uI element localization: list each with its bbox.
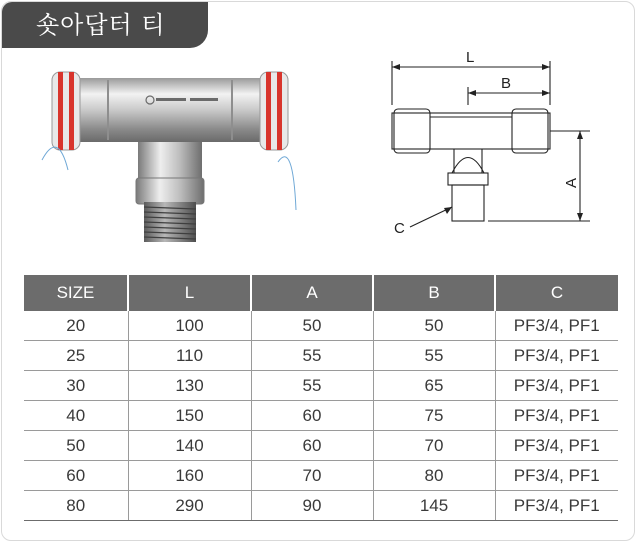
cell-l: 100 bbox=[128, 311, 251, 341]
cell-c: PF3/4, PF1 bbox=[495, 311, 618, 341]
dimension-drawing bbox=[380, 47, 590, 242]
cell-b: 50 bbox=[373, 311, 495, 341]
cell-l: 110 bbox=[128, 341, 251, 371]
cell-l: 160 bbox=[128, 461, 251, 491]
dim-label-b: B bbox=[501, 75, 512, 92]
cell-a: 70 bbox=[251, 461, 373, 491]
cell-l: 150 bbox=[128, 401, 251, 431]
cell-l: 290 bbox=[128, 491, 251, 521]
cell-b: 75 bbox=[373, 401, 495, 431]
table-row bbox=[24, 371, 618, 401]
table-row bbox=[24, 401, 618, 431]
table-row bbox=[24, 461, 618, 491]
cell-size: 25 bbox=[24, 341, 128, 371]
product-card bbox=[1, 1, 635, 541]
header-size: SIZE bbox=[24, 275, 128, 311]
cell-a: 55 bbox=[251, 341, 373, 371]
cell-b: 80 bbox=[373, 461, 495, 491]
cell-c: PF3/4, PF1 bbox=[495, 431, 618, 461]
cell-c: PF3/4, PF1 bbox=[495, 371, 618, 401]
header-c: C bbox=[495, 275, 618, 311]
product-photo bbox=[38, 60, 300, 250]
dim-label-l: L bbox=[466, 49, 475, 66]
product-title: 숏아답터 티 bbox=[2, 2, 208, 48]
cell-size: 30 bbox=[24, 371, 128, 401]
cell-b: 65 bbox=[373, 371, 495, 401]
spec-table bbox=[24, 275, 618, 521]
dim-label-a: A bbox=[563, 177, 580, 189]
cell-c: PF3/4, PF1 bbox=[495, 401, 618, 431]
cell-a: 60 bbox=[251, 401, 373, 431]
cell-b: 145 bbox=[373, 491, 495, 521]
cell-l: 140 bbox=[128, 431, 251, 461]
cell-c: PF3/4, PF1 bbox=[495, 461, 618, 491]
table-row bbox=[24, 431, 618, 461]
cell-a: 55 bbox=[251, 371, 373, 401]
cell-b: 55 bbox=[373, 341, 495, 371]
cell-size: 50 bbox=[24, 431, 128, 461]
header-a: A bbox=[251, 275, 373, 311]
cell-size: 60 bbox=[24, 461, 128, 491]
table-row bbox=[24, 491, 618, 521]
dim-label-c: C bbox=[394, 220, 405, 237]
header-l: L bbox=[128, 275, 251, 311]
header-b: B bbox=[373, 275, 495, 311]
table-row bbox=[24, 341, 618, 371]
cell-c: PF3/4, PF1 bbox=[495, 491, 618, 521]
cell-a: 60 bbox=[251, 431, 373, 461]
cell-a: 90 bbox=[251, 491, 373, 521]
cell-size: 40 bbox=[24, 401, 128, 431]
cell-a: 50 bbox=[251, 311, 373, 341]
spec-table-header bbox=[24, 275, 618, 311]
cell-size: 80 bbox=[24, 491, 128, 521]
cell-size: 20 bbox=[24, 311, 128, 341]
table-row bbox=[24, 311, 618, 341]
cell-b: 70 bbox=[373, 431, 495, 461]
cell-c: PF3/4, PF1 bbox=[495, 341, 618, 371]
cell-l: 130 bbox=[128, 371, 251, 401]
